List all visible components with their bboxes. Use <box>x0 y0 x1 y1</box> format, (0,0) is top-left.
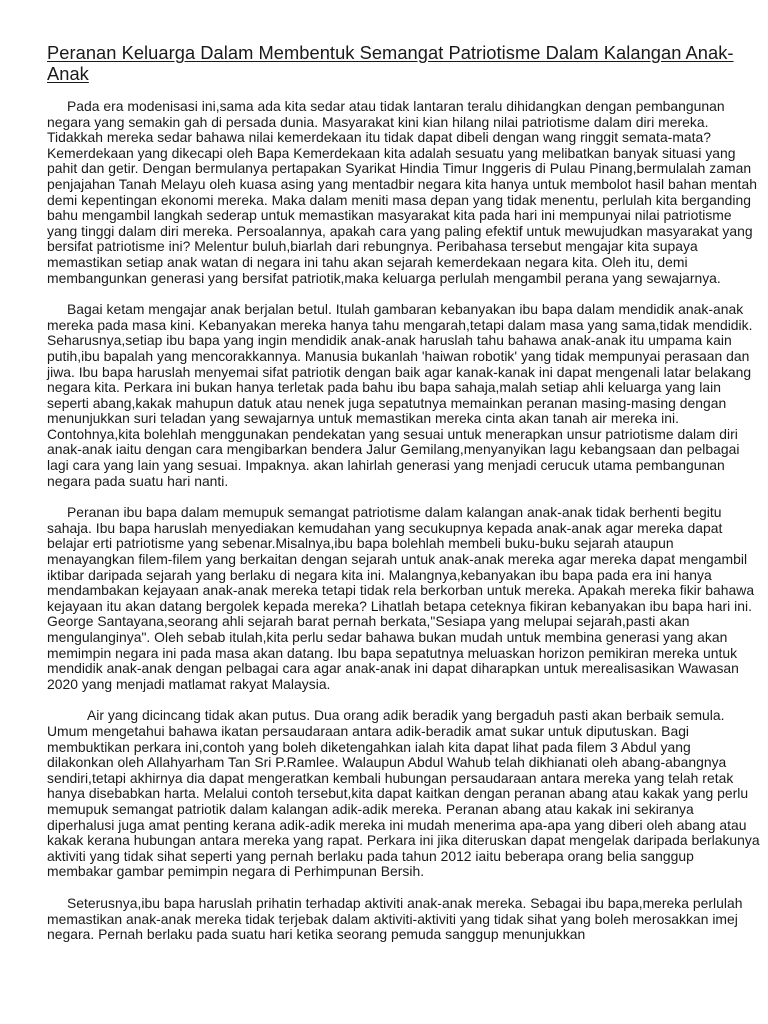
paragraph-5: Seterusnya,ibu bapa haruslah prihatin terhadap aktiviti anak-anak mereka. Sebagai ibu bapa,mereka perlulah memastikan anak-anak mereka tidak terjebak dalam aktiviti-aktiviti yang tidak sihat yang boleh merosakkan imej negara. Pernah berlaku pada suatu hari ketika seorang pemuda sanggup menunjukkan <box>47 894 743 943</box>
document-title: Peranan Keluarga Dalam Membentuk Semangat Patriotisme Dalam Kalangan Anak-Anak <box>47 42 734 84</box>
paragraph-1: Pada era modenisasi ini,sama ada kita sedar atau tidak lantaran teralu dihidangkan dengan pembangunan negara yang semakin gah di persada dunia. Masyarakat kini kian hilang nilai patriotisme dalam diri mereka. Tidakkah mereka sedar bahawa nilai kemerdekaan itu tidak dapat dibeli dengan wang ringgit semata-mata? Kemerdekaan yang dikecapi oleh Bapa Kemerdekaan kita adalah sesuatu yang melibatkan banyak situasi yang pahit dan getir. Dengan bermulanya pertapakan Syarikat Hindia Timur Inggeris di Pulau Pinang,bermulalah zaman penjajahan Tanah Melayu oleh kuasa asing yang mentadbir negara kita hanya untuk membolot hasil bahan mentah demi kepentingan ekonomi mereka. Maka dalam meniti masa depan yang tidak menentu, perlulah kita berganding bahu mengambil langkah sederap untuk memastikan masyarakat kita pada hari ini mempunyai nilai patriotisme yang tinggi dalam diri mereka. Persoalannya, apakah cara yang paling efektif untuk mewujudkan masyarakat yang bersifat patriotisme ini? Melentur buluh,biarlah dari rebungnya. Peribahasa tersebut mengajar kita supaya memastikan setiap anak watan di negara ini tahu akan sejarah kemerdekaan negara kita. Oleh itu, demi membangunkan generasi yang bersifat patriotik,maka keluarga perlulah mengambil perana yang sewajarnya. <box>47 98 758 286</box>
paragraph-3: Peranan ibu bapa dalam memupuk semangat patriotisme dalam kalangan anak-anak tidak berhenti begitu sahaja. Ibu bapa haruslah menyediakan kemudahan yang secukupnya kepada anak-anak agar mereka dapat belajar erti patriotisme yang sebenar.Misalnya,ibu bapa bolehlah membeli buku-buku sejarah ataupun menayangkan filem-filem yang berkaitan dengan sejarah untuk anak-anak mereka agar mereka dapat mengambil iktibar daripada sejarah yang berlaku di negara kita ini. Malangnya,kebanyakan ibu bapa pada era ini hanya mendambakan kejayaan anak-anak mereka tetapi tidak rela berkorban untuk mereka. Apakah mereka fikir bahawa kejayaan itu akan datang bergolek kepada mereka? Lihatlah betapa ceteknya fikiran kebanyakan ibu bapa hari ini. George Santayana,seorang ahli sejarah barat pernah berkata,"Sesiapa yang melupai sejarah,pasti akan mengulanginya". Oleh sebab itulah,kita perlu sedar bahawa bukan mudah untuk membina generasi yang akan memimpin negara ini pada masa akan datang. Ibu bapa sepatutnya meluaskan horizon pemikiran mereka untuk mendidik anak-anak dengan pelbagai cara agar anak-anak ini dapat diharapkan untuk merealisasikan Wawasan 2020 yang menjadi matlamat rakyat Malaysia. <box>47 504 755 692</box>
paragraph-2: Bagai ketam mengajar anak berjalan betul. Itulah gambaran kebanyakan ibu bapa dalam mendidik anak-anak mereka pada masa kini. Kebanyakan mereka hanya tahu mengarah,tetapi dalam masa yang sama,tidak mendidik. Seharusnya,setiap ibu bapa yang ingin mendidik anak-anak haruslah tahu bahawa anak-anak itu umpama kain putih,ibu bapalah yang mencorakkannya. Manusia bukanlah 'haiwan robotik' yang tidak mempunyai perasaan dan jiwa. Ibu bapa haruslah menyemai sifat patriotik dengan baik agar kanak-kanak ini dapat mengenali latar belakang negara kita. Perkara ini bukan hanya terletak pada bahu ibu bapa sahaja,malah setiap ahli keluarga yang lain seperti abang,kakak mahupun datuk atau nenek juga sepatutnya memainkan peranan masing-masing dengan menunjukkan suri teladan yang sewajarnya untuk memastikan mereka cinta akan tanah air mereka ini. Contohnya,kita bolehlah menggunakan pendekatan yang sesuai untuk menerapkan unsur patriotisme dalam diri anak-anak iaitu dengan cara mengibarkan bendera Jalur Gemilang,menyanyikan lagu kebangsaan dan pelbagai lagi cara yang lain yang sesuai. Impaknya. akan lahirlah generasi yang menjadi cerucuk utama pembangunan negara pada suatu hari nanti. <box>47 301 753 489</box>
paragraph-4: Air yang dicincang tidak akan putus. Dua orang adik beradik yang bergaduh pasti akan berbaik semula. Umum mengetahui bahawa ikatan persaudaraan antara adik-beradik amat sukar untuk diputuskan. Bagi membuktikan perkara ini,contoh yang boleh diketengahkan ialah kita dapat lihat pada filem 3 Abdul yang dilakonkan oleh Allahyarham Tan Sri P.Ramlee. Walaupun Abdul Wahub telah dikhianati oleh abang-abangnya sendiri,tetapi akhirnya dia dapat mengeratkan kembali hubungan persaudaraan antara mereka yang telah retak hanya disebabkan harta. Melalui contoh tersebut,kita dapat kaitkan dengan peranan abang atau kakak yang perlu memupuk semangat patriotik dalam kalangan adik-adik mereka. Peranan abang atau kakak ini sekiranya diperhalusi juga amat penting kerana adik-adik mereka ini mudah menerima apa-apa yang diberi oleh abang atau kakak kerana hubungan antara mereka yang rapat. Perkara ini jika diteruskan dapat mengelak daripada berlakunya aktiviti yang tidak sihat seperti yang pernah berlaku pada tahun 2012 iaitu beberapa orang belia sanggup membakar gambar pemimpin negara di Perhimpunan Bersih. <box>47 707 760 880</box>
